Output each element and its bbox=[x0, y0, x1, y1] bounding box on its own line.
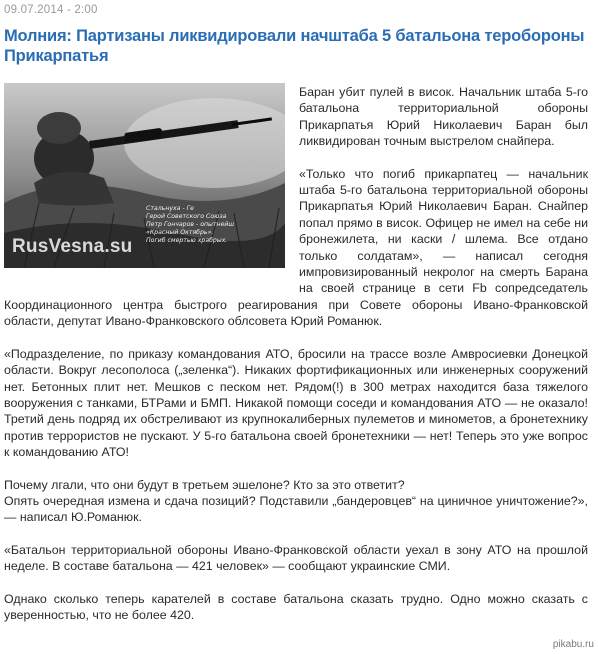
photo-float-spacer bbox=[4, 84, 285, 284]
caption-line: Петр Гончаров - опытнейш bbox=[146, 221, 235, 228]
caption-line: Герой Советского Союза bbox=[146, 213, 227, 220]
article-title[interactable]: Молния: Партизаны ликвидировали начштаба 5 батальона теробороны Прикарпатья bbox=[4, 27, 585, 65]
caption-line: «Красный Октябрь». bbox=[146, 229, 214, 236]
article-paragraph: Опять очередная измена и сдача позиций? Подставили „бандеровцев“ на циничное уничтожение?», — написал Ю.Романюк. bbox=[4, 493, 588, 525]
article-paragraph: Почему лгали, что они будут в третьем эшелоне? Кто за это ответит? bbox=[4, 477, 405, 492]
caption-line: Стальнуха - Ге bbox=[146, 205, 194, 212]
photo-watermark: RusVesna.su bbox=[12, 236, 133, 257]
article-paragraph: Баран убит пулей в висок. Начальник штаба 5-го батальона территориальной обороны Прикарпатья Юрий Николаевич Баран был ликвидирован точным выстрелом снайпера. bbox=[299, 85, 588, 149]
site-watermark: pikabu.ru bbox=[552, 639, 594, 650]
article-paragraph: Однако сколько теперь карателей в составе батальона сказать трудно. Одно можно сказать с уверенностью, что не более 420. bbox=[4, 591, 588, 622]
article-body bbox=[4, 84, 588, 639]
article-paragraph: «Подразделение, по приказу командования АТО, бросили на трассе возле Амвросиевки Донецкой области. Вокруг лесополоса („зеленка“). Никаких фортификационных или инженерных сооружений нет. Бетонных плит нет. Мешков с песком нет. Рядом(!) в 300 метрах находится база тяжелого вооружения с танками, БТРами и БМП. Никакой помощи соседи и командования АТО — не оказало! Третий день подряд их обстреливают из крупнокалиберных пулеметов и минометов, а бронетехнику против террористов не пускают. У 5-го батальона своей бронетехники — нет! Теперь это уже вопрос к командованию АТО! bbox=[4, 346, 588, 460]
article-paragraph: «Батальон территориальной обороны Ивано-Франковской области уехал в зону АТО на прошлой неделе. В составе батальона — 421 человек» — сообщают украинские СМИ. bbox=[4, 542, 588, 574]
caption-line: Погиб смертью храбрых. bbox=[146, 237, 228, 244]
publish-date: 09.07.2014 - 2:00 bbox=[4, 4, 98, 16]
article-paragraph: «Только что погиб прикарпатец — начальник штаба 5-го батальона территориальной обороны Прикарпатья Юрий Николаевич Баран. Снайпер попал прямо в висок. Офицер не имел на себе ни бронежилета, ни каски / шлема. Все отдано только солдатам», — написал сегодня импровизированный некролог на смерть Барана на своей странице в сети Fb сопредседатель Координационного центра быстрого реагирования при Совете обороны Ивано-Франковской области, депутат Ивано-Франковского облсовета Юрий Романюк. bbox=[4, 166, 588, 329]
